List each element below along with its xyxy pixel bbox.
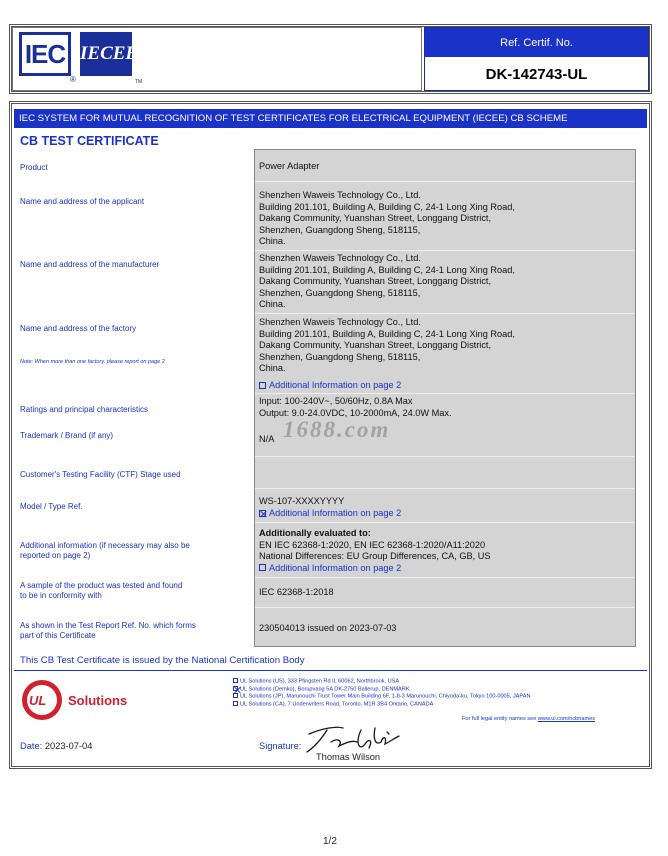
product-value: Power Adapter (259, 161, 320, 171)
standards-line: EN IEC 62368-1:2020, EN IEC 62368-1:2020/A11:2020 (259, 539, 486, 550)
applicant-address (259, 190, 515, 248)
issued-by-statement: This CB Test Certificate is issued by the National Certification Body (20, 655, 305, 666)
ratings-value (259, 396, 452, 419)
ref-certificate-label: Ref. Certif. No. (425, 28, 648, 57)
ctf-label: Customer's Testing Facility (CTF) Stage used (20, 470, 181, 479)
manufacturer-label: Name and address of the manufacturer (20, 260, 160, 269)
divider-line (14, 670, 647, 671)
address-line: Building 201.101, Building A, Building C, 24-1 Long Xing Road, (259, 201, 515, 212)
row-divider (255, 456, 635, 457)
date-field (20, 741, 92, 751)
ref-certificate-number: DK-142743-UL (485, 66, 588, 83)
row-divider (255, 488, 635, 489)
row-divider (255, 577, 635, 578)
legal-link[interactable]: www.ul.com/ncbnames (537, 716, 596, 722)
sample-standard-value: IEC 62368-1:2018 (259, 587, 334, 597)
rating-line: Input: 100-240V~, 50/60Hz, 0.8A Max (259, 396, 413, 406)
iec-logo: IEC (19, 32, 71, 76)
certificate-title: CB TEST CERTIFICATE (20, 134, 159, 148)
label-line: As shown in the Test Report Ref. No. which forms (20, 621, 196, 630)
address-line: Building 201.101, Building A, Building C, 24-1 Long Xing Road, (259, 328, 515, 339)
model-label: Model / Type Ref. (20, 502, 83, 511)
watermark: 1688.com (283, 417, 391, 442)
date-label: Date: (20, 741, 43, 751)
applicant-label: Name and address of the applicant (20, 197, 145, 206)
trademark-value: N/A (259, 434, 275, 444)
unchecked-checkbox-icon (233, 678, 238, 683)
additional-info-link-text: Additional Information on page 2 (269, 562, 402, 573)
trademark-label: Trademark / Brand (if any) (20, 431, 114, 440)
report-reference-value: 230504013 issued on 2023-07-03 (259, 623, 397, 633)
registered-mark-icon: ® (70, 75, 76, 84)
additional-info-link[interactable] (259, 563, 491, 575)
row-divider (255, 313, 635, 314)
address-line: Dakang Community, Yuanshan Street, Longgang District, (259, 340, 492, 351)
row-divider (255, 607, 635, 608)
manufacturer-address (259, 253, 515, 311)
model-additional-info[interactable] (259, 508, 401, 520)
sample-label (20, 581, 245, 601)
address-line: China. (259, 363, 286, 374)
trademark-mark: TM (135, 79, 143, 85)
checked-checkbox-icon (233, 686, 238, 691)
label-line: reported on page 2) (20, 551, 91, 560)
ul-entities-list (233, 678, 531, 709)
address-line: Shenzhen, Guangdong Sheng, 518115, (259, 224, 421, 235)
row-divider (255, 250, 635, 251)
factory-note: Note: When more than one factory, please report on page 2 (20, 359, 165, 365)
address-line: Shenzhen Waweis Technology Co., Ltd. (259, 253, 421, 263)
additional-info-value (259, 528, 491, 574)
address-line: China. (259, 236, 286, 247)
page-number: 1/2 (323, 836, 337, 847)
ul-logo-text: UL (29, 693, 47, 708)
product-label: Product (20, 163, 48, 172)
label-line: part of this Certificate (20, 631, 96, 640)
ratings-label: Ratings and principal characteristics (20, 405, 149, 414)
ul-solutions-wordmark: Solutions (68, 693, 128, 708)
row-divider (255, 393, 635, 394)
legal-entity-note (462, 716, 595, 722)
factory-label: Name and address of the factory (20, 324, 137, 333)
standards-line: National Differences: EU Group Differences, CA, GB, US (259, 551, 491, 562)
unchecked-checkbox-icon[interactable] (259, 382, 266, 389)
entity-text: UL Solutions (JP), Marunouchi Trust Tower Main Building 6F, 1-8-3 Marunouchi, Chiyoda-ku, Tokyo 100-0005, JAPAN (240, 693, 531, 700)
signature-label: Signature: (259, 741, 302, 751)
entity-item (233, 686, 531, 694)
checked-checkbox-icon[interactable] (259, 510, 266, 517)
signatory-name: Thomas Wilson (316, 752, 381, 762)
model-additional-info-text: Additional Information on page 2 (269, 508, 402, 518)
address-line: Shenzhen Waweis Technology Co., Ltd. (259, 317, 421, 327)
scheme-title-bar: IEC SYSTEM FOR MUTUAL RECOGNITION OF TEST CERTIFICATES FOR ELECTRICAL EQUIPMENT (IECEE) CB SCHEME (14, 109, 647, 128)
legal-note-text: For full legal entity names see (462, 716, 537, 722)
unchecked-checkbox-icon (233, 693, 238, 698)
label-line: A sample of the product was tested and found (20, 581, 183, 590)
entity-text: UL Solutions (US), 333 Pfingsten Rd IL 60062, Northbrook, USA (240, 678, 400, 685)
iecee-logo: IECEE (80, 32, 132, 76)
signature-icon (303, 722, 413, 756)
factory-address (259, 317, 515, 375)
address-line: Shenzhen, Guangdong Sheng, 518115, (259, 351, 421, 362)
rating-line: Output: 9.0-24.0VDC, 10-2000mA, 24.0W Max. (259, 407, 452, 418)
address-line: Building 201.101, Building A, Building C, 24-1 Long Xing Road, (259, 264, 515, 275)
entity-text: UL Solutions (CA), 7 Underwriters Road, Toronto, M1R 3B4 Ontario, CANADA (240, 701, 434, 708)
factory-additional-info[interactable] (259, 380, 401, 392)
model-value: WS-107-XXXXYYYY (259, 496, 345, 506)
unchecked-checkbox-icon (233, 701, 238, 706)
unchecked-checkbox-icon[interactable] (259, 564, 266, 571)
entity-text: UL Solutions (Demko), Borupvang 5A DK-2750 Ballerup, DENMARK (240, 686, 410, 693)
address-line: China. (259, 299, 286, 310)
address-line: Shenzhen Waweis Technology Co., Ltd. (259, 190, 421, 200)
date-value: 2023-07-04 (44, 741, 93, 751)
label-line: Additional information (if necessary may also be (20, 541, 190, 550)
additional-info-heading: Additionally evaluated to: (259, 528, 371, 538)
address-line: Dakang Community, Yuanshan Street, Longgang District, (259, 276, 492, 287)
row-divider (255, 522, 635, 523)
label-line: to be in conformity with (20, 591, 102, 600)
row-divider (255, 181, 635, 182)
address-line: Shenzhen, Guangdong Sheng, 518115, (259, 287, 421, 298)
report-label (20, 621, 245, 641)
factory-additional-info-text: Additional Information on page 2 (269, 380, 402, 390)
address-line: Dakang Community, Yuanshan Street, Longgang District, (259, 213, 492, 224)
additional-info-label (20, 541, 245, 561)
entity-item (233, 693, 531, 701)
entity-item (233, 678, 531, 686)
entity-item (233, 701, 531, 709)
